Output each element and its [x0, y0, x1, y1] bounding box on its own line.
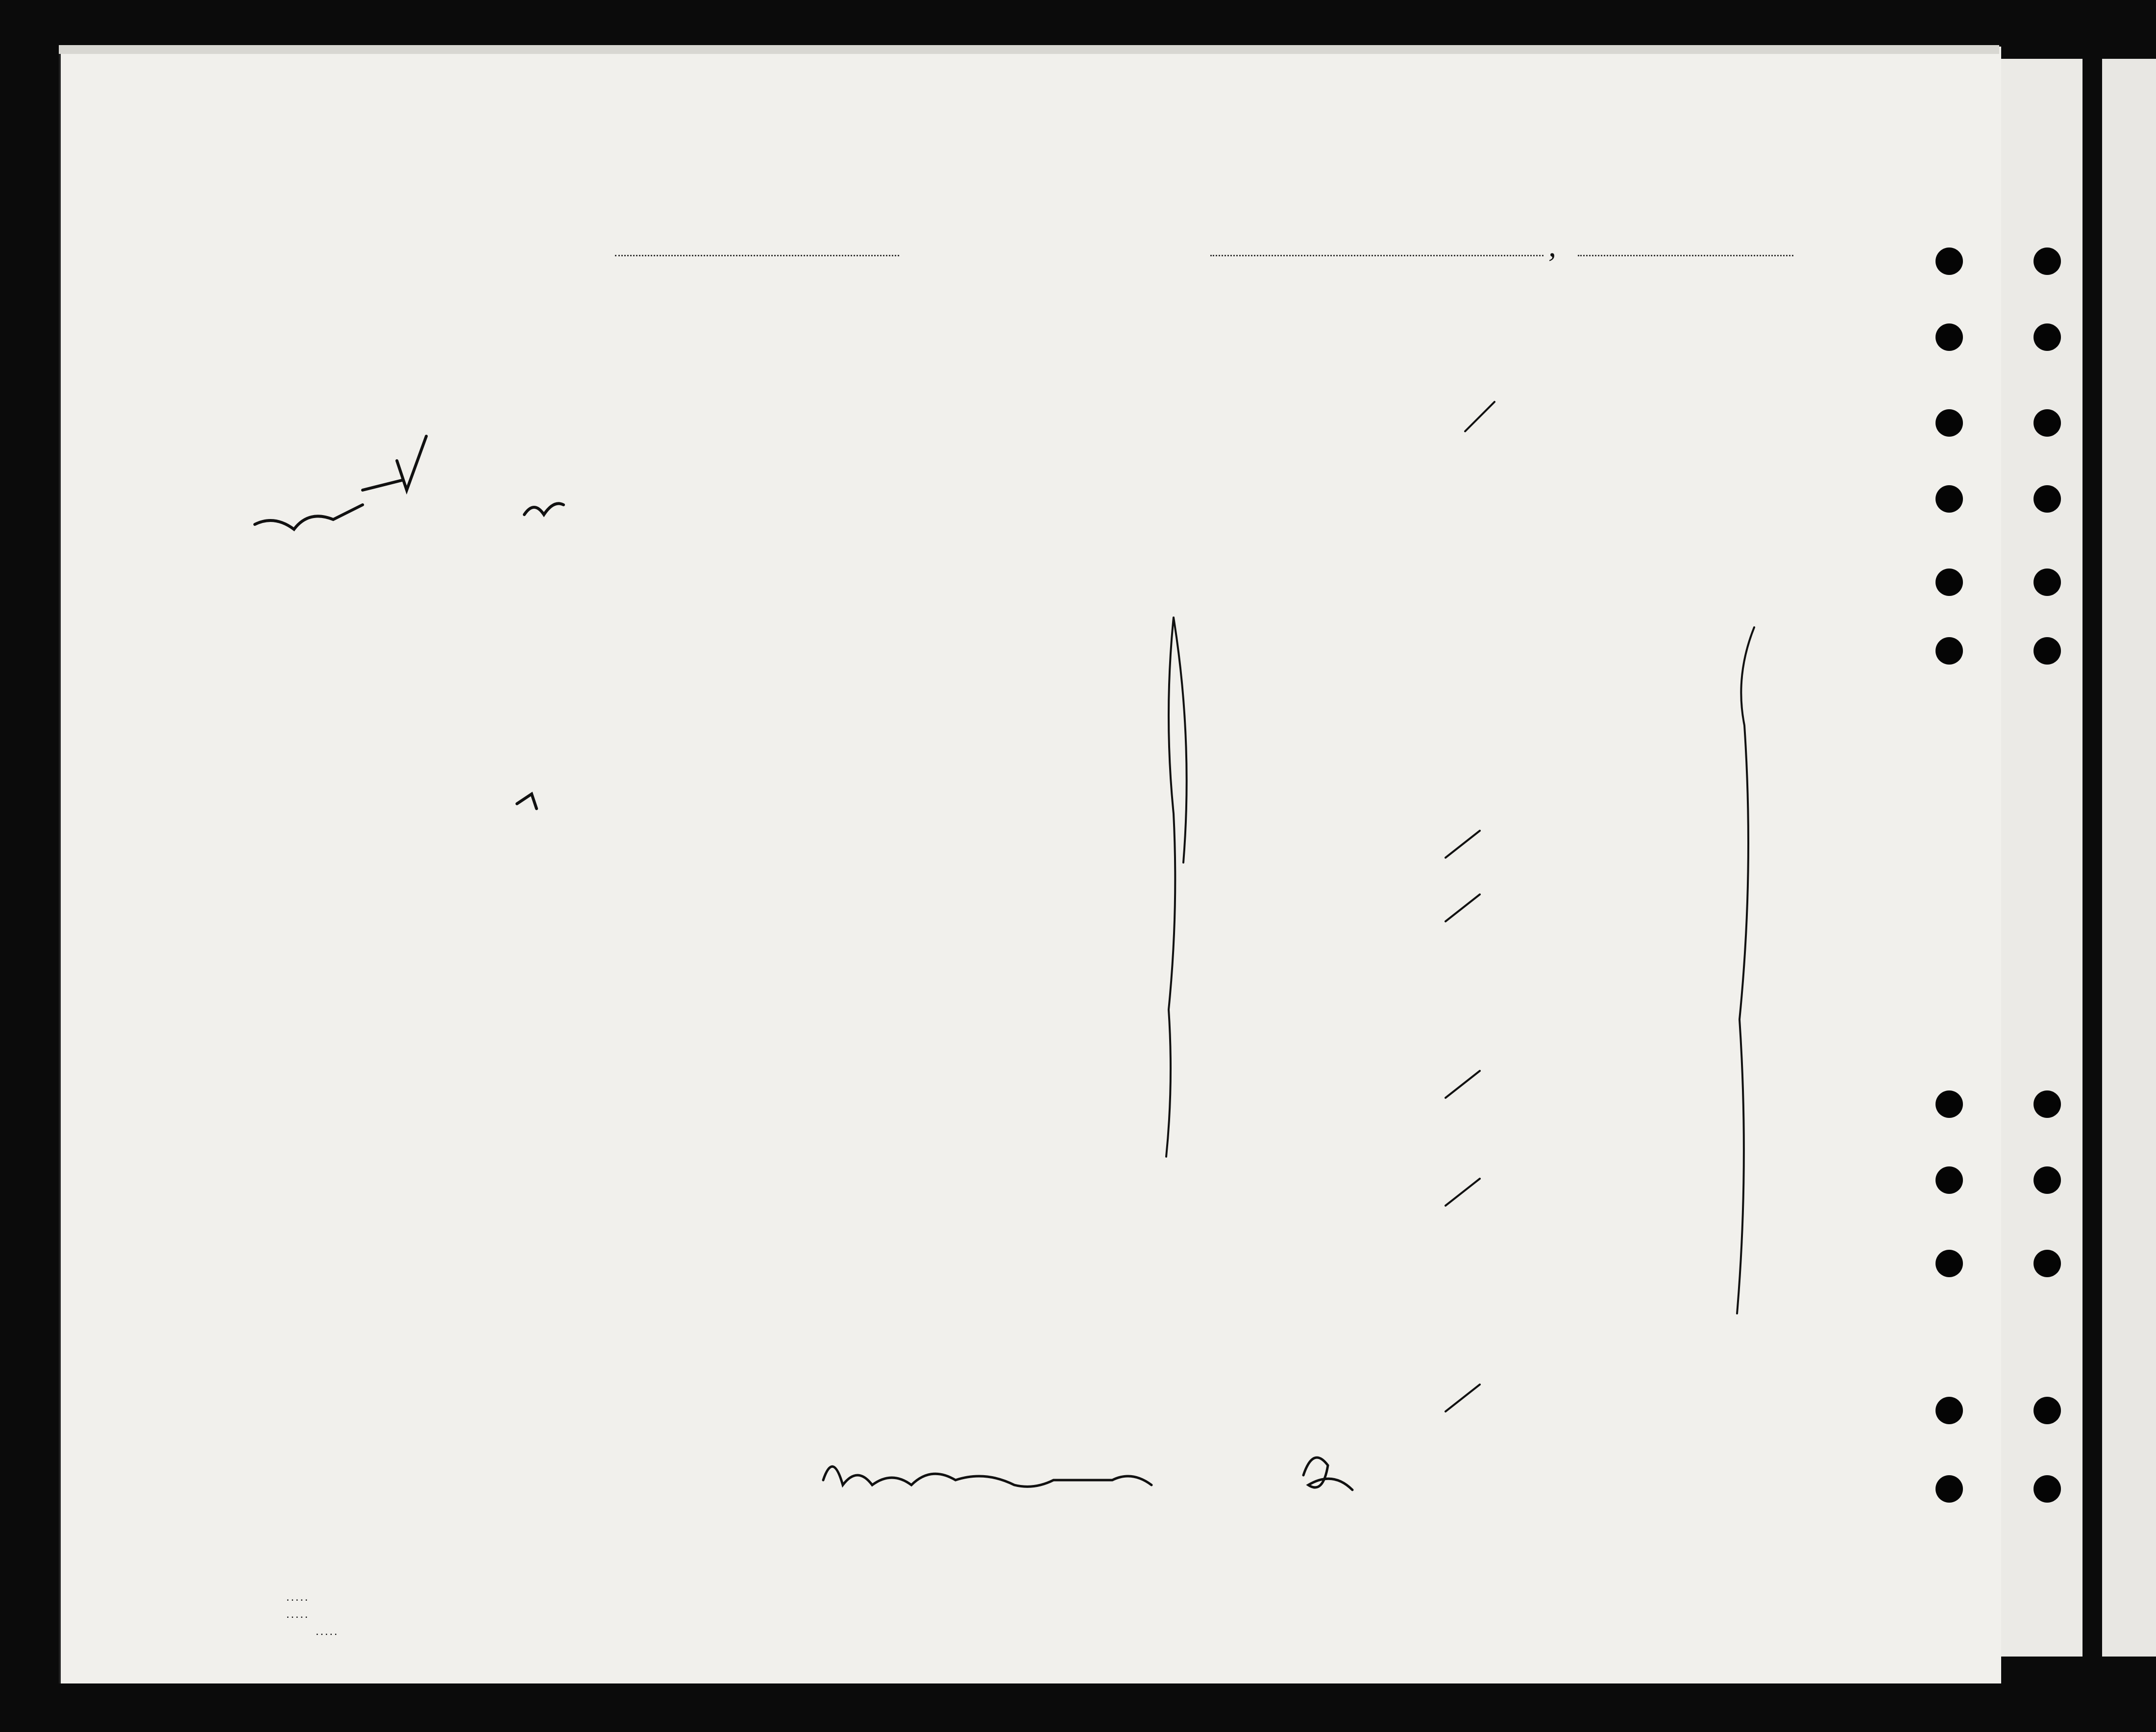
- punch-hole: [1936, 409, 1963, 437]
- punch-hole: [2034, 1475, 2061, 1503]
- scribble-mrs: [524, 504, 564, 515]
- punch-hole: [2034, 1090, 2061, 1118]
- arrow-stroke: [363, 480, 402, 490]
- punch-hole: [1936, 323, 1963, 351]
- punch-hole: [1936, 247, 1963, 275]
- total-passengers-label: . . . . .: [287, 1593, 308, 1603]
- punch-hole: [2034, 323, 2061, 351]
- punch-hole: [1936, 637, 1963, 665]
- scribble-row2: [255, 505, 363, 529]
- punch-hole: [2034, 1166, 2061, 1194]
- punch-hole: [1936, 1475, 1963, 1503]
- slash-row0: [1465, 402, 1494, 431]
- slash-row19: [1446, 1071, 1480, 1098]
- ditto-line-country2: [1174, 618, 1187, 863]
- slash-row14: [1446, 894, 1480, 921]
- ditto-line-country: [1166, 618, 1175, 1157]
- punch-hole: [2034, 485, 2061, 513]
- signature-2: [1303, 1458, 1352, 1490]
- ditto-line-residence: [1737, 627, 1754, 1313]
- aliens-label: . . . . .: [316, 1628, 337, 1637]
- us-citizens-label: . . . . .: [287, 1610, 308, 1620]
- punch-hole: [2034, 1250, 2061, 1277]
- check-row1: [397, 436, 426, 490]
- punch-hole: [1936, 1250, 1963, 1277]
- punch-hole: [1936, 485, 1963, 513]
- punch-hole: [1936, 569, 1963, 596]
- punch-hole: [2034, 569, 2061, 596]
- slash-row22: [1446, 1179, 1480, 1206]
- comma: ,: [1548, 228, 1556, 263]
- punch-hole: [2034, 1397, 2061, 1424]
- signature-stroke: [823, 1466, 1152, 1486]
- scribble-wife: [517, 794, 537, 809]
- punch-hole: [2034, 637, 2061, 665]
- slash-row27: [1446, 1385, 1480, 1411]
- punch-hole: [1936, 1397, 1963, 1424]
- slash-row12: [1446, 831, 1480, 858]
- punch-hole: [1936, 1090, 1963, 1118]
- punch-hole: [1936, 1166, 1963, 1194]
- punch-hole: [2034, 409, 2061, 437]
- punch-hole: [2034, 247, 2061, 275]
